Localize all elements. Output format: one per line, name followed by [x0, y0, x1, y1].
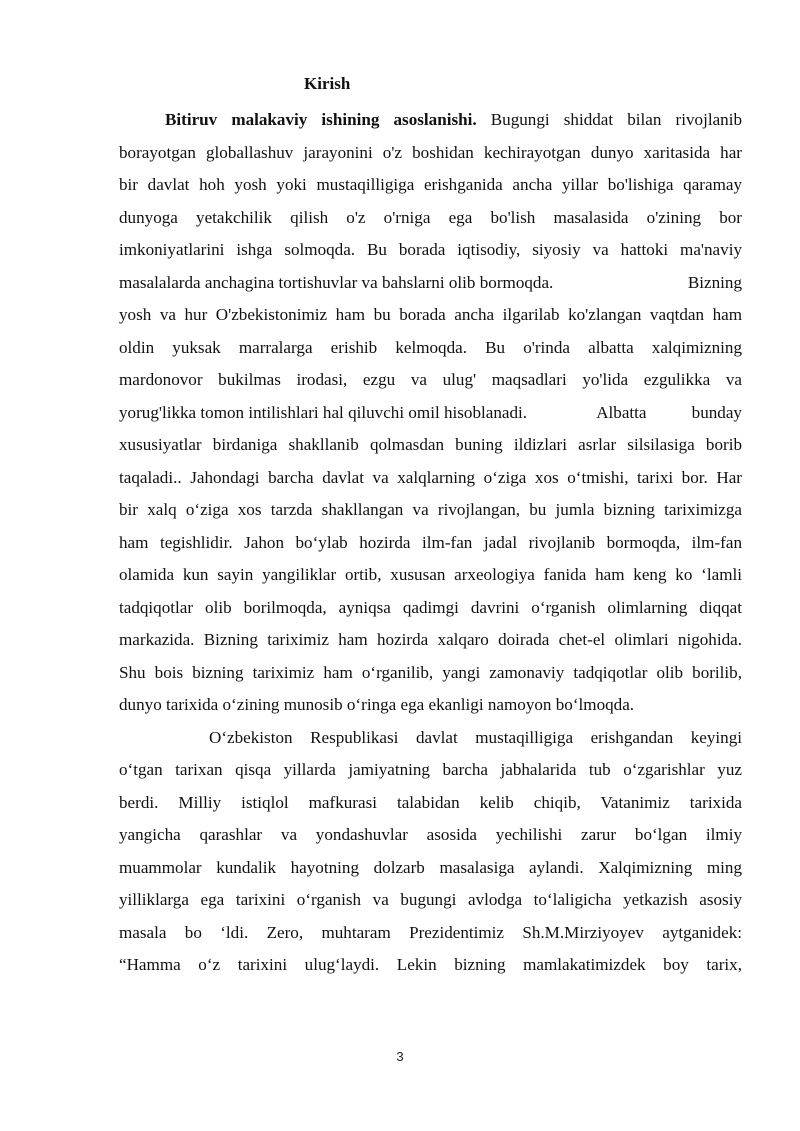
- text-line: markazida. Bizning tariximiz ham hozirda xalqaro doirada chet-el olimlari nigohida.: [119, 630, 742, 649]
- text-line: Bitiruv malakaviy ishining asoslanishi. Bugungi shiddat bilan rivojlanib: [165, 110, 742, 129]
- text-line: berdi. Milliy istiqlol mafkurasi talabidan kelib chiqib, Vatanimiz tarixida: [119, 792, 742, 812]
- text-line: bir davlat hoh yosh yoki mustaqilligiga erishganida ancha yillar bo'lishiga qaramay: [119, 175, 742, 194]
- text-line: muammolar kundalik hayotning dolzarb masalasiga aylandi. Xalqimizning ming: [119, 857, 742, 877]
- text-line: xususiyatlar birdaniga shakllanib qolmasdan buning ildizlari asrlar silsilasiga borib: [119, 435, 742, 454]
- text-line: yilliklarga ega tarixini o‘rganish va bugungi avlodga to‘laligicha yetkazish asosiy: [119, 890, 742, 909]
- section-title: Kirish: [304, 74, 351, 93]
- text-line: yangicha qarashlar va yondashuvlar asosida yechilishi zarur bo‘lgan ilmiy: [119, 825, 742, 844]
- text-line: Shu bois bizning tariximiz ham o‘rganilib, yangi zamonaviy tadqiqotlar olib borilib,: [119, 662, 742, 682]
- text-line: imkoniyatlarini ishga solmoqda. Bu borada iqtisodiy, siyosiy va hattoki ma'naviy: [119, 240, 742, 259]
- bold-heading: Bitiruv malakaviy ishining asoslanishi.: [165, 110, 477, 129]
- text-line: ham tegishlidir. Jahon bo‘ylab hozirda ilm-fan jadal rivojlanib bormoqda, ilm-fan: [119, 532, 742, 552]
- text-line: oldin yuksak marralarga erishib kelmoqda. Bu o'rinda albatta xalqimizning: [119, 337, 742, 357]
- text-line: olamida kun sayin yangiliklar ortib, xususan arxeologiya fanida ham keng ko ‘lamli: [119, 565, 742, 584]
- page-number: 3: [396, 1049, 404, 1064]
- text-line: mardonovor bukilmas irodasi, ezgu va ulug' maqsadlari yo'lida ezgulikka va: [119, 370, 742, 389]
- text-line: masala bo ‘ldi. Zero, muhtaram Prezidentimiz Sh.M.Mirziyoyev aytganidek:: [119, 922, 742, 942]
- text-line: o‘tgan tarixan qisqa yillarda jamiyatning barcha jabhalarida tub o‘zgarishlar yuz: [119, 760, 742, 779]
- text-line: dunyo tarixida o‘zining munosib o‘ringa ega ekanligi namoyon bo‘lmoqda.: [119, 695, 635, 714]
- text-line: O‘zbekiston Respublikasi davlat mustaqilligiga erishgandan keyingi: [209, 727, 742, 747]
- text-line: “Hamma o‘z tarixini ulug‘laydi. Lekin bizning mamlakatimizdek boy tarix,: [119, 955, 742, 974]
- text-line: borayotgan globallashuv jarayonini o'z boshidan kechirayotgan dunyo xaritasida har: [119, 142, 742, 162]
- text-line: yorug'likka tomon intilishlari hal qiluvchi omil hisoblanadi. Albatta bunday: [119, 402, 742, 422]
- text-line: yosh va hur O'zbekistonimiz ham bu borada ancha ilgarilab ko'zlangan vaqtdan ham: [119, 305, 742, 324]
- text-line: dunyoga yetakchilik qilish o'z o'rniga ega bo'lish masalasida o'zining bor: [119, 207, 742, 227]
- text-line: masalalarda anchagina tortishuvlar va bahslarni olib bormoqda. Bizning: [119, 272, 742, 292]
- text-line: bir xalq o‘ziga xos tarzda shakllangan va rivojlangan, bu jumla bizning tariximizga: [119, 500, 742, 519]
- text-line: taqaladi.. Jahondagi barcha davlat va xalqlarning o‘ziga xos o‘tmishi, tarixi bor. Har: [119, 467, 742, 487]
- text-line: tadqiqotlar olib borilmoqda, ayniqsa qadimgi davrini o‘rganish olimlarning diqqat: [119, 597, 742, 617]
- body-text: [119, 104, 742, 982]
